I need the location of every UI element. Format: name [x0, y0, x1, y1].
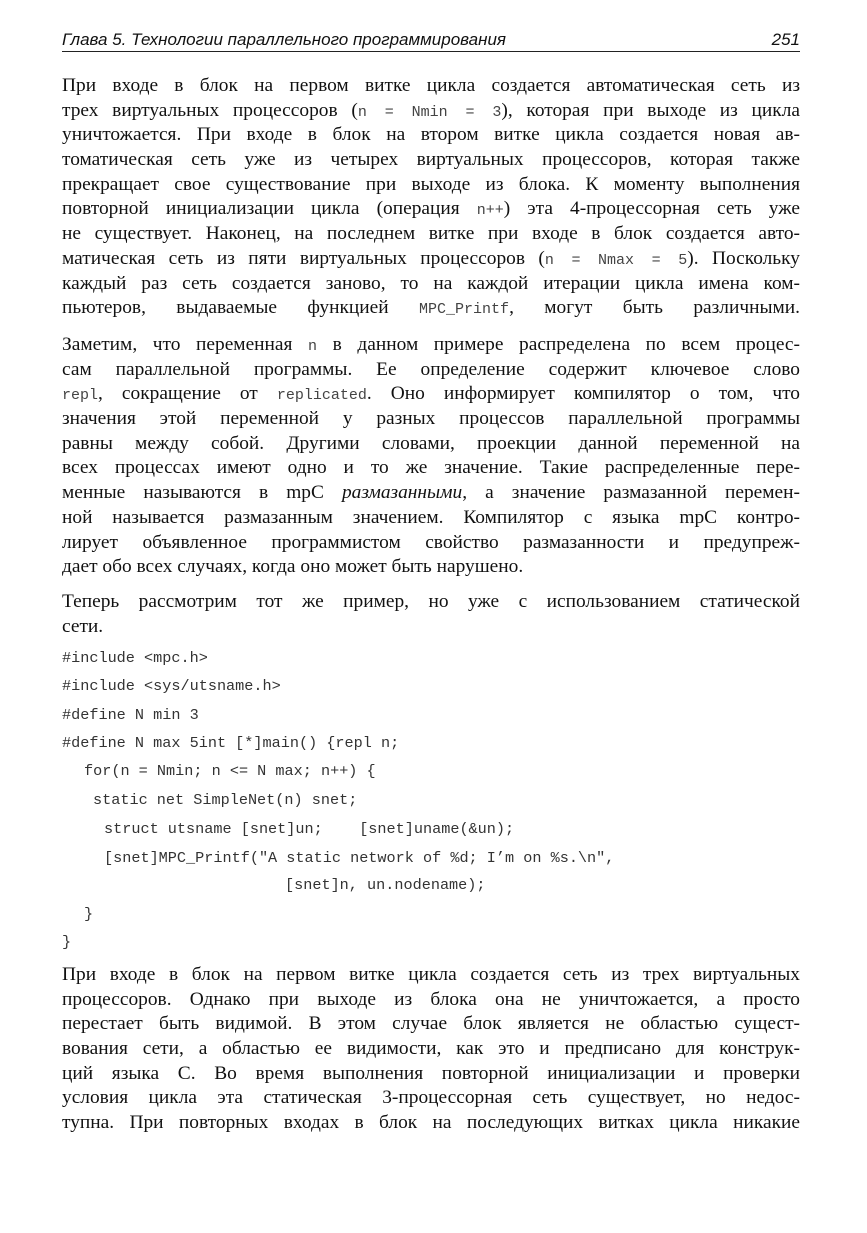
- code-line: }: [84, 905, 94, 923]
- text-line: [62, 432, 800, 457]
- inline-code: MPC_Printf: [419, 301, 510, 319]
- text-line: [62, 590, 800, 615]
- text-line: [62, 481, 800, 506]
- text-run: ) эта 4-процессорная сеть уже: [503, 198, 800, 220]
- text-line: [62, 1012, 800, 1037]
- text-line: [62, 358, 800, 383]
- paragraph-3: [62, 590, 800, 639]
- text-line: [62, 1111, 800, 1136]
- code-line: }: [62, 933, 72, 951]
- text-run: каждый раз сеть создается заново, то на каждой итерации цикла имена ком-: [62, 272, 800, 294]
- text-line: [62, 333, 800, 358]
- text-run: сам параллельной программы. Ее определение содержит ключевое слово: [62, 358, 800, 380]
- paragraph-4: [62, 963, 800, 1136]
- text-line: [62, 296, 800, 321]
- inline-code: n++: [476, 202, 504, 220]
- inline-code: n: [308, 338, 318, 355]
- code-line: struct utsname [snet]un; [snet]uname(&un);: [104, 820, 515, 838]
- text-run: значения этой переменной у разных процессов параллельной программы: [62, 408, 800, 430]
- text-run: При входе в блок на первом витке цикла создается сеть из трех виртуальных: [62, 964, 800, 985]
- text-run: , а значение размазанной перемен-: [462, 482, 800, 504]
- text-run: процессоров. Однако при выходе из блока она не уничтожается, а просто: [62, 988, 800, 1010]
- text-run: менные называются в mpC: [62, 482, 342, 504]
- text-run: ). Поскольку: [687, 247, 800, 269]
- text-line: [62, 555, 800, 580]
- text-line: [62, 173, 800, 198]
- inline-code: n = Nmin = 3: [357, 103, 502, 121]
- code-line: #define N min 3: [62, 706, 199, 724]
- text-line: [62, 1086, 800, 1111]
- text-run: условия цикла эта статическая 3-процессорная сеть существует, но недос-: [62, 1087, 800, 1109]
- text-run: вования сети, а областью ее видимости, как это и предписано для конструк-: [62, 1038, 800, 1060]
- text-run: , сокращение от: [98, 383, 277, 405]
- emphasized-term: размазанными: [341, 482, 463, 504]
- code-line: for(n = Nmin; n <= N max; n++) {: [84, 762, 376, 780]
- text-run: дает обо всех случаях, когда оно может быть нарушено.: [62, 556, 524, 578]
- text-run: не существует. Наконец, на последнем витке при входе в блок создается авто-: [62, 223, 800, 245]
- text-run: . Оно информирует компилятор о том, что: [366, 383, 800, 405]
- text-line: [62, 988, 800, 1013]
- paragraph-1: [62, 74, 800, 321]
- code-line: #include <sys/utsname.h>: [62, 677, 281, 695]
- text-line: [62, 1037, 800, 1062]
- code-line: static net SimpleNet(n) snet;: [93, 791, 358, 809]
- text-run: сети.: [62, 615, 104, 637]
- text-line: [62, 197, 800, 222]
- text-line: [62, 148, 800, 173]
- code-line: [snet]n, un.nodename);: [285, 876, 486, 894]
- text-run: тупна. При повторных входах в блок на последующих витках цикла никакие: [62, 1112, 800, 1134]
- code-line: #define N max 5int [*]main() {repl n;: [62, 734, 400, 752]
- inline-code: n = Nmax = 5: [544, 251, 688, 269]
- text-line: [62, 123, 800, 148]
- text-line: [62, 99, 800, 124]
- text-run: , могут быть различными.: [509, 297, 800, 319]
- text-line: [62, 615, 800, 640]
- text-run: ной называется размазанным значением. Компилятор с языка mpC контро-: [62, 506, 800, 528]
- text-line: [62, 963, 800, 988]
- text-run: всех процессах имеют одно и то же значение. Такие распределенные пере-: [62, 457, 800, 479]
- chapter-title: Глава 5. Технологии параллельного программирования: [62, 30, 507, 49]
- text-run: томатическая сеть уже из четырех виртуальных процессоров, которая также: [62, 149, 800, 171]
- text-run: Теперь рассмотрим тот же пример, но уже с использованием статической: [62, 591, 800, 612]
- text-run: пьютеров, выдаваемые функцией: [62, 297, 420, 319]
- text-line: [62, 382, 800, 407]
- text-line: [62, 272, 800, 297]
- text-line: [62, 506, 800, 531]
- text-run: перестает быть видимой. В этом случае блок является не областью сущест-: [62, 1013, 800, 1035]
- text-run: Заметим, что переменная: [62, 334, 309, 355]
- text-run: При входе в блок на первом витке цикла создается автоматическая сеть из: [62, 75, 800, 96]
- text-line: [62, 456, 800, 481]
- text-line: [62, 247, 800, 272]
- text-run: ций языка С. Во время выполнения повторной инициализации и проверки: [62, 1062, 800, 1084]
- inline-code: replicated: [276, 387, 367, 405]
- text-line: [62, 407, 800, 432]
- text-line: [62, 74, 800, 99]
- text-run: равны между собой. Другими словами, проекции данной переменной на: [62, 432, 800, 454]
- text-line: [62, 531, 800, 556]
- text-run: матическая сеть из пяти виртуальных процессоров (: [62, 247, 545, 269]
- code-line: [snet]MPC_Printf("A static network of %d; I’m on %s.\n",: [104, 849, 615, 867]
- paragraph-2: [62, 333, 800, 580]
- text-run: трех виртуальных процессоров (: [62, 99, 358, 121]
- text-run: уничтожается. При входе в блок на втором витке цикла создается новая ав-: [62, 124, 800, 146]
- running-header: [62, 29, 800, 52]
- inline-code: repl: [62, 387, 99, 405]
- page-number: 251: [771, 30, 800, 49]
- text-run: повторной инициализации цикла (операция: [62, 198, 477, 220]
- text-run: ), которая при выходе из цикла: [501, 99, 800, 121]
- text-run: в данном примере распределена по всем процес-: [317, 334, 800, 355]
- text-line: [62, 222, 800, 247]
- text-run: прекращает свое существование при выходе из блока. К моменту выполнения: [62, 173, 800, 195]
- code-line: #include <mpc.h>: [62, 649, 208, 667]
- text-line: [62, 1062, 800, 1087]
- text-run: лирует объявленное программистом свойство размазанности и предупреж-: [62, 531, 800, 553]
